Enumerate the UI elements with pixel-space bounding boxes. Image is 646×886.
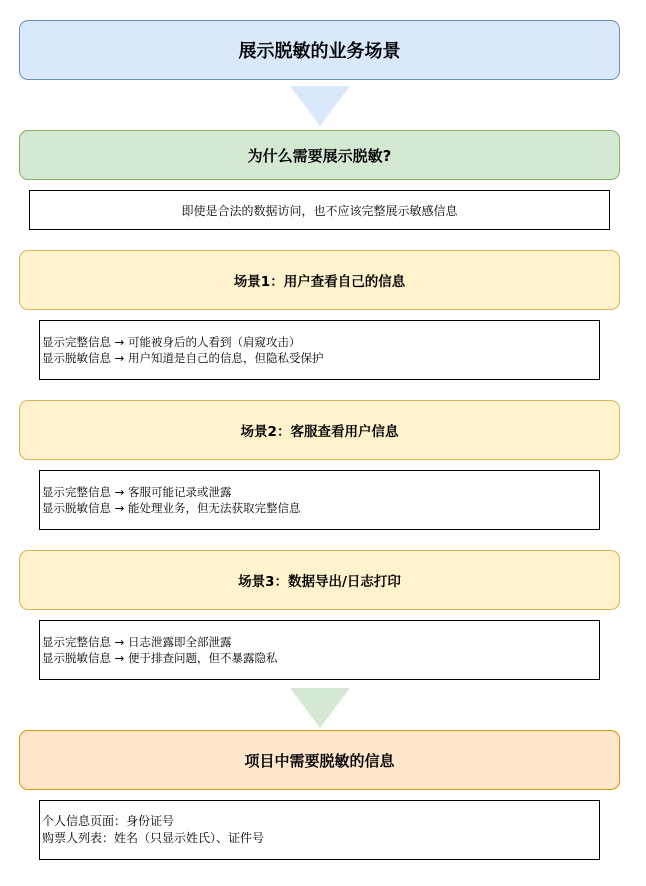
scenario-2-line-1: 显示完整信息 → 客服可能记录或泄露 <box>42 485 232 499</box>
project-heading: 项目中需要脱敏的信息 <box>244 751 395 770</box>
project-details <box>39 800 600 860</box>
scenario-1-heading: 场景1：用户查看自己的信息 <box>233 274 406 290</box>
title-text: 展示脱敏的业务场景 <box>238 41 401 62</box>
project-line-1: 个人信息页面：身份证号 <box>42 814 175 828</box>
scenario-2-details <box>39 470 600 530</box>
why-text: 即使是合法的数据访问，也不应该完整展示敏感信息 <box>181 203 458 218</box>
scenario-2-heading: 场景2：客服查看用户信息 <box>240 424 399 440</box>
why-heading: 为什么需要展示脱敏? <box>247 146 392 165</box>
why-text-box <box>29 190 610 230</box>
scenario-3-heading: 场景3：数据导出/日志打印 <box>238 574 401 590</box>
why-heading-box <box>19 130 620 180</box>
scenario-3-line-1: 显示完整信息 → 日志泄露即全部泄露 <box>42 635 232 649</box>
title-box <box>19 20 620 80</box>
scenario-1-line-1: 显示完整信息 → 可能被身后的人看到（肩窥攻击） <box>42 335 301 349</box>
scenario-3-details <box>39 620 600 680</box>
scenario-2-heading-box <box>19 400 620 460</box>
scenario-1-details <box>39 320 600 380</box>
scenario-1-heading-box <box>19 250 620 310</box>
project-heading-box <box>19 730 620 790</box>
project-line-2: 购票人列表：姓名（只显示姓氏）、证件号 <box>42 831 265 845</box>
scenario-1-line-2: 显示脱敏信息 → 用户知道是自己的信息，但隐私受保护 <box>42 351 324 365</box>
down-arrow-green <box>290 688 350 728</box>
scenario-3-heading-box <box>19 550 620 610</box>
down-arrow-blue <box>290 86 350 126</box>
scenario-2-line-2: 显示脱敏信息 → 能处理业务，但无法获取完整信息 <box>42 501 301 515</box>
scenario-3-line-2: 显示脱敏信息 → 便于排查问题，但不暴露隐私 <box>42 651 278 665</box>
